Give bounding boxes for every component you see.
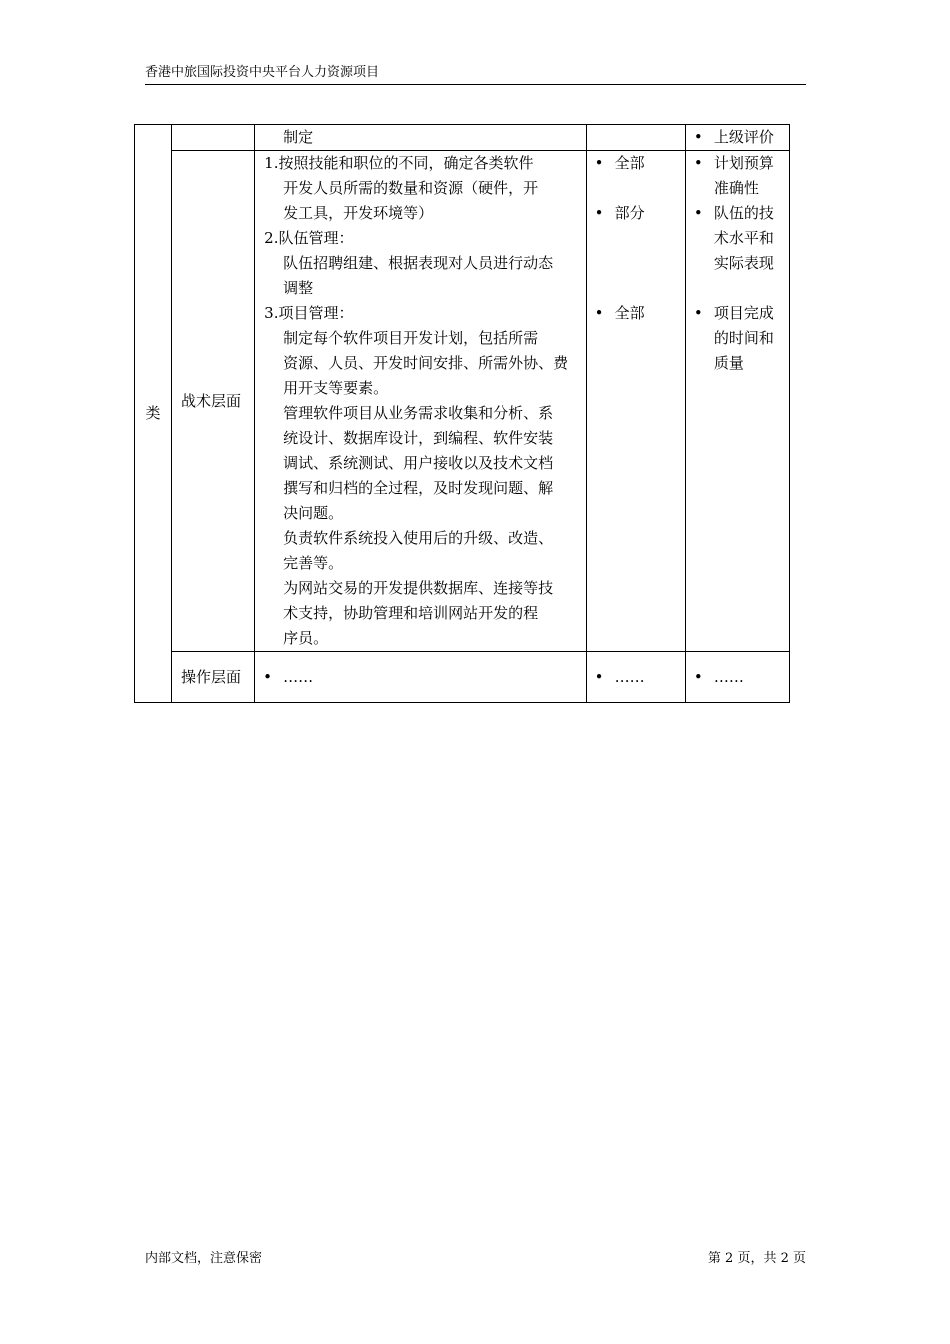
evaluation-text: 项目完成 的时间和 质量 [713, 304, 774, 372]
header-rule [145, 84, 806, 85]
evaluation-text: 上级评价 [713, 128, 774, 146]
scope-text: 全部 [614, 304, 645, 322]
desc-cell [255, 125, 587, 151]
evaluation-cell-tactical [685, 151, 789, 652]
footer-page-number: 第 2 页，共 2 页 [707, 1251, 806, 1266]
table-row [135, 125, 790, 151]
bullet-icon: • [594, 667, 604, 686]
table-row-operational [135, 652, 790, 703]
bullet-icon: • [594, 304, 604, 322]
bullet-icon: • [594, 154, 604, 172]
bullet-icon: • [693, 154, 703, 172]
header-title: 香港中旅国际投资中央平台人力资源项目 [145, 65, 380, 80]
desc-cell-tactical [255, 151, 587, 652]
list-item-2: 2.队伍管理： 队伍招聘组建、根据表现对人员进行动态 调整 [264, 229, 554, 297]
scope-text: 全部 [614, 154, 645, 172]
bullet-icon: • [693, 204, 703, 222]
evaluation-text: 队伍的技 术水平和 实际表现 [713, 204, 774, 272]
evaluation-cell-operational: • …… [685, 652, 789, 703]
list-item-3: 3.项目管理： 制定每个软件项目开发计划，包括所需 资源、人员、开发时间安排、所需外协、费 用开支等要素。 管理软件项目从业务需求收集和分析、系 统设计、数据库设计，到编程、软件安装 调试、系统测试、用户接收以及技术文档 撰写和归档的全过程，及时发现问题、解 决问题。 负责软件系统投入使用后的升级、改造、 完善等。 为网站交易的开发提供数据库、连接等技 术支持，协助管理和培训网站开发的程 序员。 [264, 304, 569, 647]
bullet-icon: • [693, 667, 703, 686]
footer-confidential: 内部文档，注意保密 [145, 1251, 263, 1266]
level-cell-empty [172, 125, 255, 151]
evaluation-cell [685, 125, 789, 151]
bullet-icon: • [693, 304, 703, 322]
level-cell-operational: 操作层面 [172, 652, 255, 703]
bullet-icon: • [693, 128, 703, 146]
table-row-tactical [135, 151, 790, 652]
scope-cell-operational: • …… [586, 652, 685, 703]
level-cell-tactical: 战术层面 [172, 151, 255, 652]
scope-cell-tactical [586, 151, 685, 652]
list-item-1: 1.按照技能和职位的不同，确定各类软件 开发人员所需的数量和资源（硬件，开 发工具，开发环境等） [264, 154, 539, 222]
evaluation-text: 计划预算 准确性 [713, 154, 774, 197]
desc-cell-operational: • …… [255, 652, 587, 703]
responsibility-table [134, 124, 790, 703]
bullet-icon: • [263, 667, 273, 686]
scope-cell-empty [586, 125, 685, 151]
desc-line: 制定 [283, 128, 314, 146]
bullet-icon: • [594, 204, 604, 222]
category-cell: 类 [135, 125, 172, 703]
scope-text: 部分 [614, 204, 645, 222]
